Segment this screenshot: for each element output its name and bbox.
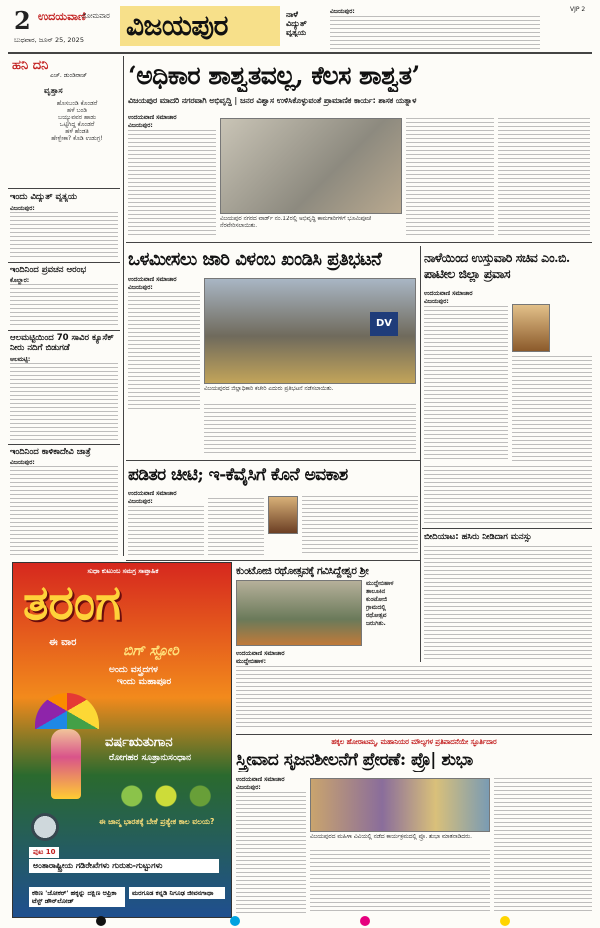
bottom-col2-text <box>310 850 490 914</box>
protest-photo-caption: ವಿಜಯಪುರದ ಜಿಲ್ಲಾಧಿಕಾರಿ ಕಚೇರಿ ಎದುರು ಪ್ರತಿಭಟನೆ ನಡೆಸಲಾಯಿತು. <box>204 386 334 392</box>
protest-banner: DV <box>370 312 398 336</box>
bottom-col1-text <box>236 792 306 914</box>
taranga-feature4: ಅಂತಾರಾಷ್ಟ್ರೀಯ ಗಡಿರೇಖೆಗಳು ಗುರುತು-ಗುಟ್ಟುಗಳು <box>29 859 219 873</box>
top-right-brief-headline: ನಾಳೆ ವಿದ್ಯುತ್ ವ್ಯತ್ಯಯ <box>286 10 307 37</box>
left-brief3-place: ಆಲಮಟ್ಟಿ: <box>10 356 31 363</box>
taranga-tagline: ಸುಧಾ ಕುಟುಂಬ ಸಮಗ್ರ ಸಾಪ್ತಾಹಿಕ <box>87 567 159 575</box>
protest-col1-text <box>128 292 200 412</box>
ration-byline: ಉದಯವಾಣಿ ಸಮಾಚಾರ <box>128 490 177 497</box>
rice-brief-text <box>424 546 592 662</box>
rice-brief-headline: ಬೀದಿಯಾಟ: ಹಸಿರು ನೀಡಿದಾಗ ಮನಸ್ಸು <box>424 532 532 542</box>
protest-headline: ಒಳಮೀಸಲು ಜಾರಿ ವಿಳಂಬ ಖಂಡಿಸಿ ಪ್ರತಿಭಟನೆ <box>128 249 382 270</box>
minister-headline: ನಾಳೆಯಿಂದ ಉಸ್ತುವಾರಿ ಸಚಿವ ಎಂ.ಬಿ. ಪಾಟೀಲ ಜಿಲ್ಲಾ ಪ್ರವಾಸ <box>424 250 570 281</box>
taranga-feature2-sub: ರೋಗಹರ ಸೂತ್ರಾನುಸಂಧಾನ <box>109 753 191 763</box>
left-brief2-text <box>10 284 118 326</box>
minister-byline: ಉದಯವಾಣಿ ಸಮಾಚಾರ <box>424 290 473 297</box>
taranga-feature1-title: ಬಿಗ್ ಸ್ಟೋರಿ <box>123 643 179 659</box>
kuntoji-headline: ಕುಂಟೋಜಿ ರಥೋತ್ಸವಕ್ಕೆ ಗವಿಸಿದ್ದೇಶ್ವರ ಶ್ರೀ <box>236 565 369 577</box>
left-brief4-place: ವಿಜಯಪುರ: <box>10 459 35 466</box>
hani-dani-author: ಎಚ್. ಡುಂಡಿರಾಜ್ <box>50 72 88 79</box>
left-brief4-text <box>10 466 118 556</box>
ration-col3-text <box>302 496 418 556</box>
edition-label: ಸೋಮವಾರ <box>82 12 110 20</box>
taranga-clock-illustration <box>31 813 59 841</box>
registration-mark <box>230 916 240 926</box>
lead-subhead: ವಿಜಯಪುರ ಮಾದರಿ ನಗರವಾಗಿ ಅಭಿವೃದ್ಧಿ | ಜನರ ವಿಶ್ವಾಸ ಉಳಿಸಿಕೊಳ್ಳುವಂತೆ ಪ್ರಾಮಾಣಿಕ ಕಾರ್ಯ: ಶಾಸಕ ಯತ್ನಾಳ <box>128 96 417 105</box>
protest-byline: ಉದಯವಾಣಿ ಸಮಾಚಾರ <box>128 276 177 283</box>
minister-place: ವಿಜಯಪುರ: <box>424 298 449 305</box>
left-brief3-text <box>10 363 118 441</box>
paper-name: ಉದಯವಾಣಿ <box>38 10 86 23</box>
lead-col4-text <box>498 118 590 238</box>
corner-tag: VJP 2 <box>570 6 586 13</box>
page-number: 2 <box>14 6 31 35</box>
taranga-feature6: ಮರಗೂಡ ಕನ್ನಡಿ ನಿಗೂಢ ಜೀವನಗಾಥಾ <box>129 887 225 899</box>
minister-col1-text <box>424 306 508 462</box>
bottom-photo <box>310 778 490 832</box>
left-brief2-place: ಕೊಲ್ಹಾರ: <box>10 277 30 284</box>
taranga-umbrella-illustration <box>35 693 99 729</box>
ration-place: ವಿಜಯಪುರ: <box>128 498 153 505</box>
taranga-fruits-illustration <box>109 781 223 811</box>
bottom-byline: ಉದಯವಾಣಿ ಸಮಾಚಾರ <box>236 776 285 783</box>
protest-col3-text <box>204 404 416 456</box>
bottom-photo-caption: ವಿಜಯಪುರದ ಮಹಿಳಾ ವಿವಿಯಲ್ಲಿ ನಡೆದ ಕಾರ್ಯಕ್ರಮದಲ್ಲಿ ಪ್ರೊ. ಶುಭಾ ಮಾತನಾಡಿದರು. <box>310 834 472 840</box>
hani-dani-logo: ಹನಿ ದನಿ <box>12 58 49 73</box>
left-brief1-headline: ಇಂದು ವಿದ್ಯುತ್ ವ್ಯತ್ಯಯ <box>10 192 77 202</box>
taranga-ad <box>12 562 232 918</box>
top-right-brief-text <box>330 16 540 50</box>
registration-mark <box>96 916 106 926</box>
registration-mark <box>500 916 510 926</box>
top-right-brief-place: ವಿಜಯಪುರ: <box>330 8 355 15</box>
taranga-feature5: ಕಠಿಣ 'ಜೋಕರ್' ಹಕ್ಕನ್ನು ದಕ್ಷಿಣ ಆಫ್ರಿಕಾ ಟೆಸ್ಟ್ ಡೌನ್‌ಲೋಡ್ <box>29 887 125 907</box>
kuntoji-byline: ಉದಯವಾಣಿ ಸಮಾಚಾರ <box>236 650 285 657</box>
lead-photo <box>220 118 402 214</box>
taranga-feature1-sub2: ಇಂದು ಮಹಾಪೂರ <box>117 677 172 687</box>
taranga-girl-illustration <box>51 729 81 799</box>
kuntoji-photo <box>236 580 362 646</box>
lead-headline: ‘ಅಧಿಕಾರ ಶಾಶ್ವತವಲ್ಲ, ಕೆಲಸ ಶಾಶ್ವತ’ <box>128 61 420 90</box>
ration-col2-text <box>208 498 264 556</box>
taranga-feature2-title: ವರ್ಷಋತುಗಾನ <box>105 735 173 750</box>
lead-byline: ಉದಯವಾಣಿ ಸಮಾಚಾರ <box>128 114 177 121</box>
registration-mark <box>360 916 370 926</box>
lead-place: ವಿಜಯಪುರ: <box>128 122 153 129</box>
kuntoji-text <box>236 666 592 730</box>
left-brief1-text <box>10 212 118 258</box>
minister-photo <box>512 304 550 352</box>
bottom-place: ವಿಜಯಪುರ: <box>236 784 261 791</box>
left-brief4-headline: ಇಂದಿನಿಂದ ಕಾಳಿಕಾದೇವಿ ಜಾತ್ರೆ <box>10 447 91 457</box>
lead-col1-text <box>128 130 216 238</box>
left-brief2-headline: ಇಂದಿನಿಂದ ಪ್ರವಚನ ಆರಂಭ <box>10 265 87 275</box>
taranga-title: ತರಂಗ <box>23 575 122 631</box>
left-brief3-headline: ಆಲಮಟ್ಟಿಯಿಂದ 70 ಸಾವಿರ ಕ್ಯೂಸೆಕ್ ನೀರು ನದಿಗೆ ಬಿಡುಗಡೆ <box>10 333 114 353</box>
minister-col3-text <box>424 466 592 524</box>
bottom-kicker: ಹಕ್ಕಲ ಹೋರಾಟಮ್ಮ, ಮಹಾನಿಯರ ಮೌಲ್ಯಗಳ ಪ್ರತಿಪಾದನೆಯೇ ಸ್ಫೂರ್ತಿದಾರ <box>331 738 497 746</box>
kuntoji-side-note: ಮುದ್ದೇಬಿಹಾಳ ತಾಲೂಕಿನ ಕುಂಟೋಜಿ ಗ್ರಾಮದಲ್ಲಿ ರಥೋತ್ಸವ ಜರುಗಿತು. <box>366 580 394 627</box>
bottom-col3-text <box>494 778 592 914</box>
taranga-feature1-sub1: ಅಂದು ವಸ್ತ್ರದಗಳ <box>109 665 158 675</box>
protest-place: ವಿಜಯಪುರ: <box>128 284 153 291</box>
lead-photo-caption: ವಿಜಯಪುರ ನಗರದ ವಾರ್ಡ್ ನಂ.12ರಲ್ಲಿ ಅಭಿವೃದ್ಧಿ ಕಾಮಗಾರಿಗಳಿಗೆ ಭೂಮಿಪೂಜೆ ನೆರವೇರಿಸಲಾಯಿತು. <box>220 216 372 229</box>
kuntoji-place: ಮುದ್ದೇಬಿಹಾಳ: <box>236 658 266 665</box>
hani-dani-box <box>8 56 120 184</box>
lead-col3-text <box>406 118 494 238</box>
ration-col1-text <box>128 506 204 556</box>
taranga-price-tag: ಪುಟ 10 <box>29 847 59 858</box>
ration-headline: ಪಡಿತರ ಚೀಟಿ; ಇ-ಕೆವೈಸಿಗೆ ಕೊನೆ ಅವಕಾಶ <box>128 465 348 485</box>
bottom-headline: ಸ್ತ್ರೀವಾದ ಸೃಜನಶೀಲನೆಗೆ ಪ್ರೇರಣೆ: ಪ್ರೊ| ಶುಭಾ <box>236 750 473 770</box>
left-brief1-place: ವಿಜಯಪುರ: <box>10 205 35 212</box>
ration-photo <box>268 496 298 534</box>
minister-col2-text <box>512 356 592 462</box>
hani-dani-title: ವೃತ್ತಾಸ <box>44 86 63 95</box>
masthead-date: ಬುಧವಾರ, ಜೂನ್ 25, 2025 <box>14 36 84 44</box>
taranga-feature3: ಈ ಜಾನ್ಮ ಭಾರತಕ್ಕೆ ಬೇಕೆ ಪ್ರತ್ಯೇಕ ಕಾಲ ವಲಯ? <box>99 817 215 826</box>
masthead <box>0 0 600 58</box>
hani-dani-poem: ಹೊಸಬಂಡಿ ಕೊಂಡರೆ ಹಳೆ ಬಂಡಿ ಬಯ್ಯುವವರ ಹಾಡು ಒಟ್ಟಿಗಿದ್ದ ಕೊಂಡರೆ ಹಳೆ ಹೆಂಡತಿ ಹೇಳ್ಬೇಕಾ? ಕೊಡಿ ಉಡುಗ್ರ! <box>51 100 103 142</box>
taranga-day: ಈ ವಾರ <box>49 637 77 648</box>
section-title: ವಿಜಯಪುರ <box>126 9 228 42</box>
